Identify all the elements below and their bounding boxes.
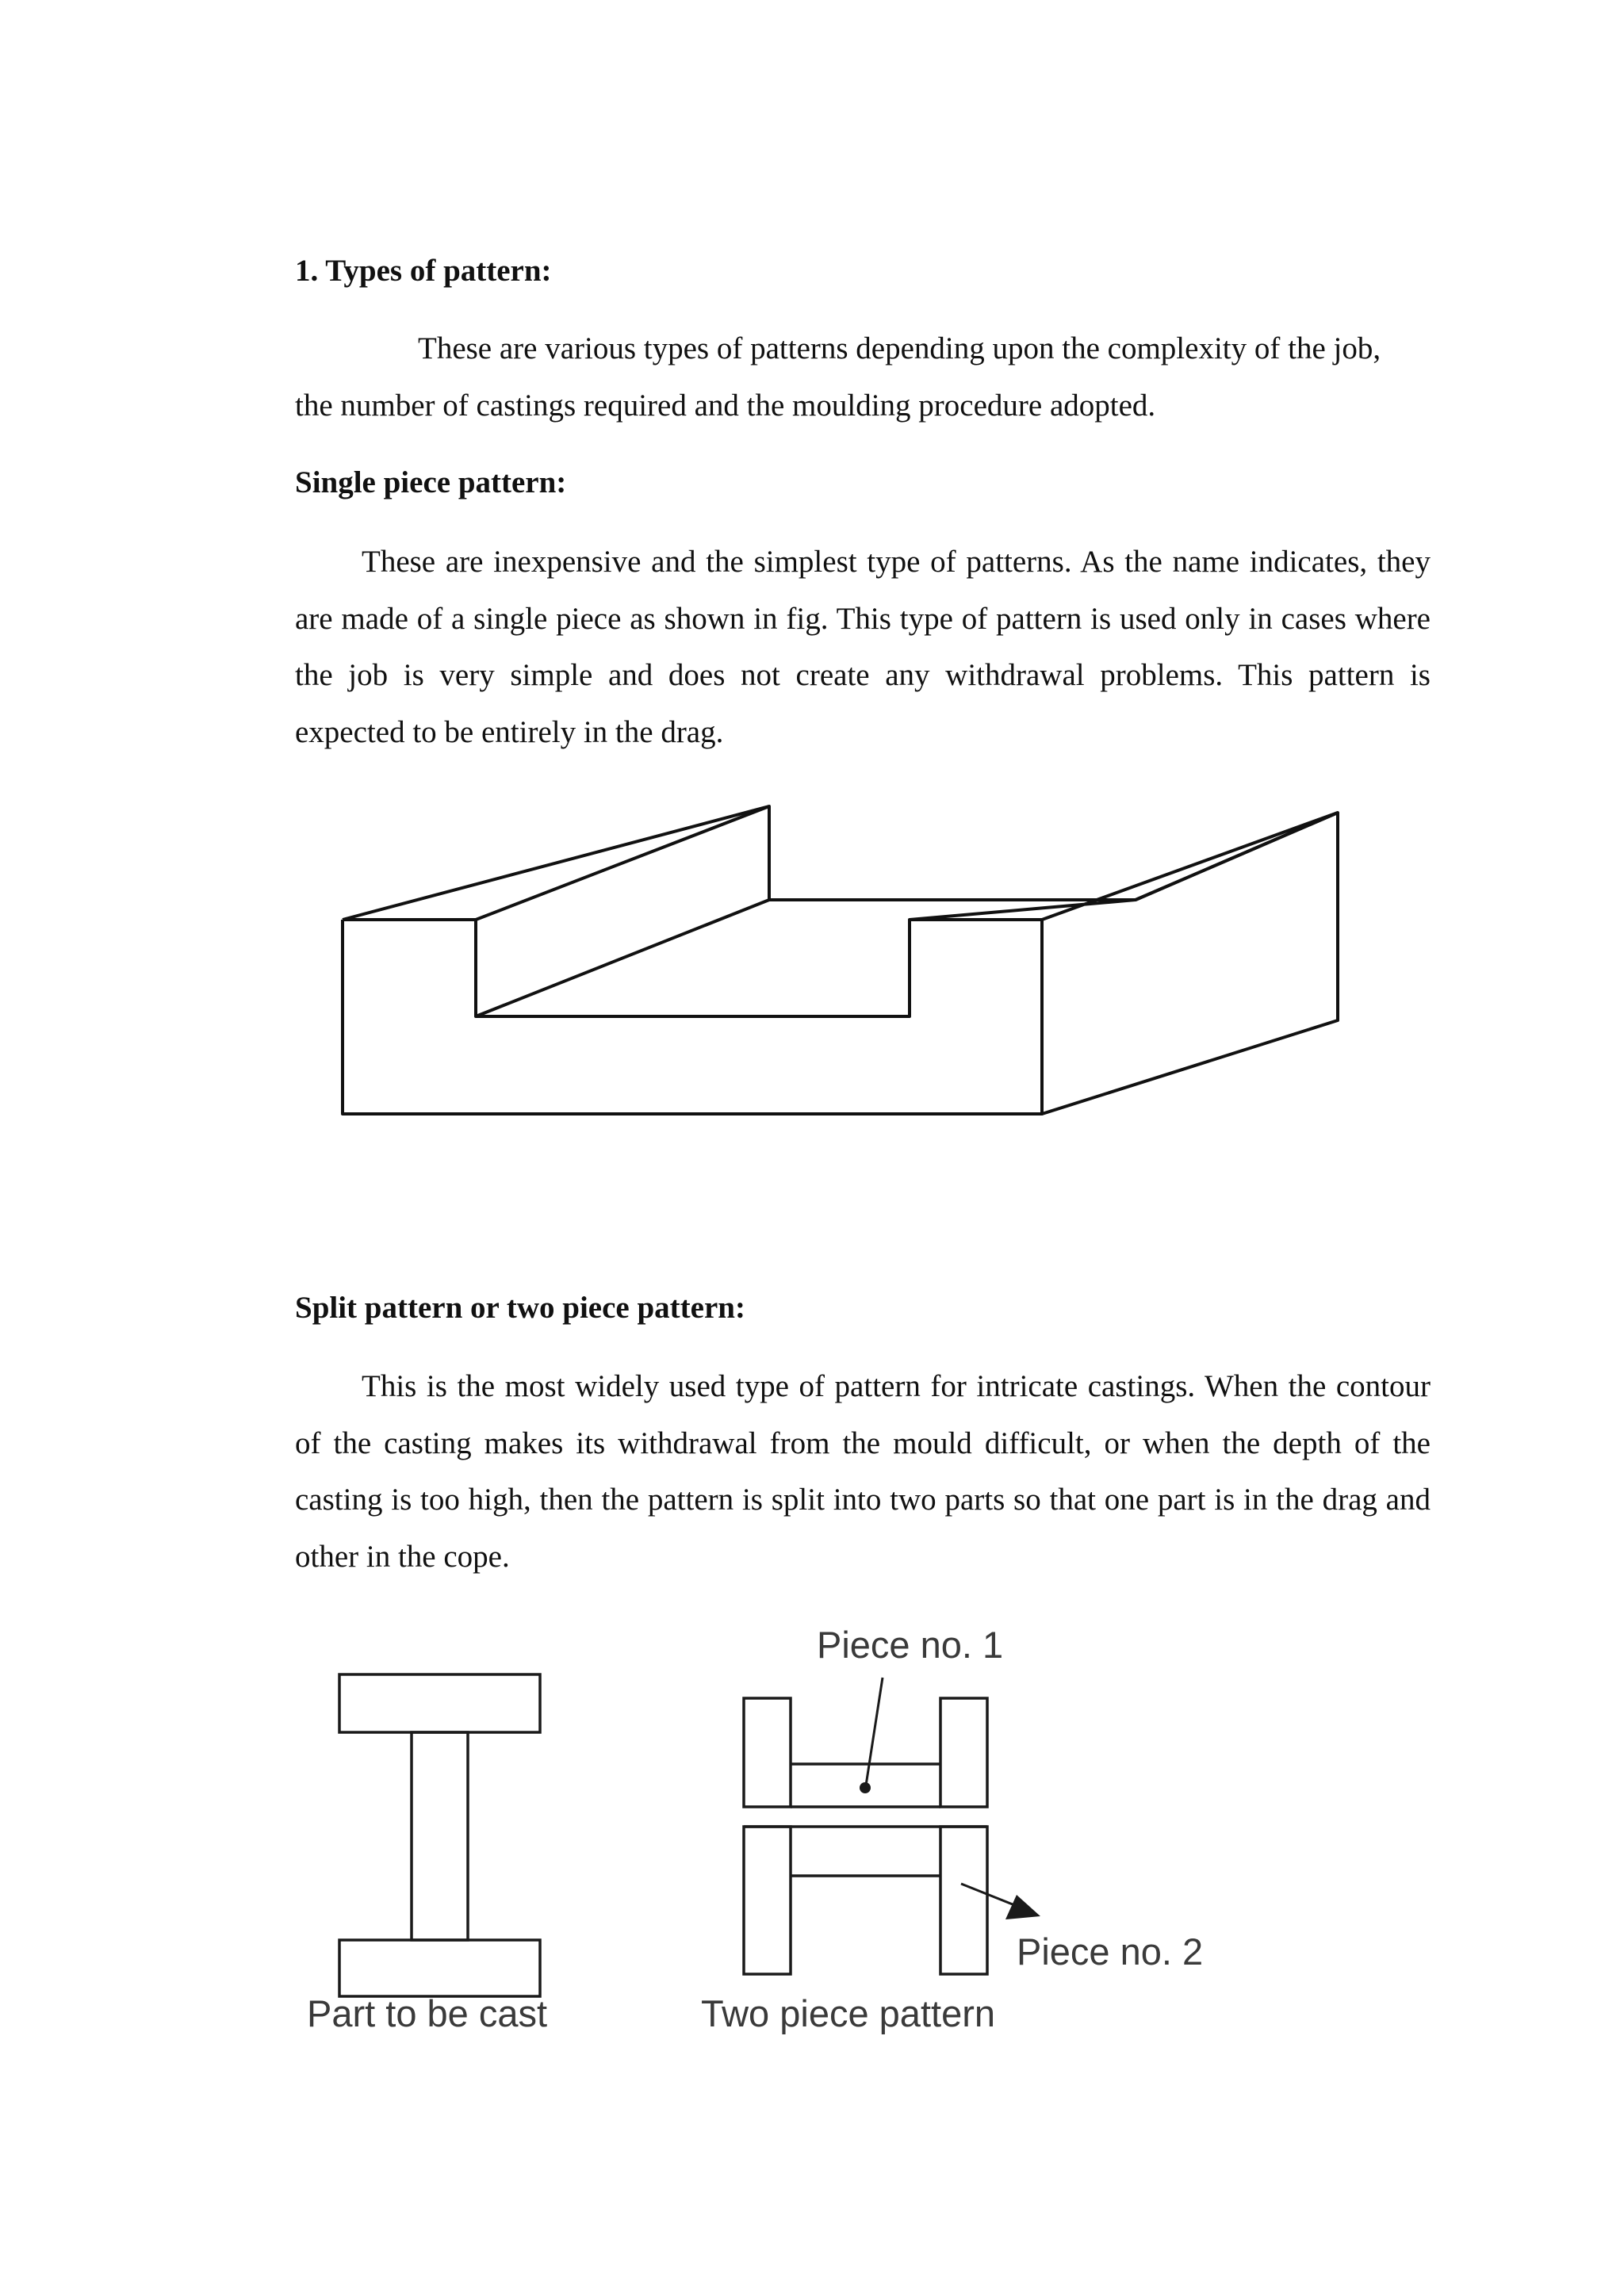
piece-2-right-flange: [940, 1827, 987, 1974]
single-piece-heading: Single piece pattern:: [295, 465, 567, 499]
piece-2-arrowhead: [1005, 1895, 1040, 1919]
piece-2-arrow-line: [961, 1884, 1017, 1906]
piece-1-left-flange: [744, 1698, 791, 1807]
section-heading: 1. Types of pattern:: [295, 254, 552, 288]
piece-1-leader-line: [866, 1678, 883, 1785]
part-to-be-cast-caption: Part to be cast: [307, 1992, 548, 2034]
split-pattern-figure: [293, 1617, 1245, 2045]
split-pattern-drawing: [293, 1617, 1245, 2045]
front-face-outline: [343, 920, 1042, 1114]
left-block-inner-edge: [476, 806, 769, 920]
part-web: [412, 1732, 468, 1940]
right-block-side: [1042, 813, 1338, 1114]
split-pattern-heading: Split pattern or two piece pattern:: [295, 1291, 745, 1325]
part-top-flange: [339, 1674, 540, 1732]
single-piece-pattern-drawing: [333, 797, 1348, 1130]
piece-1-leader-dot: [860, 1782, 871, 1793]
part-bottom-flange: [339, 1940, 540, 1996]
split-pattern-paragraph: This is the most widely used type of pattern for intricate castings. When the contour of the casting makes its withdrawal from the mould difficult, or when the depth of the casting is too high, then the pattern is split into two parts so that one part is in the drag and other in the cope.: [295, 1369, 1431, 1574]
section-intro-paragraph: These are various types of patterns depending upon the complexity of the job, the number of castings required and the moulding procedure adopted.: [295, 331, 1381, 423]
two-piece-pattern-caption: Two piece pattern: [701, 1992, 995, 2034]
left-block-top: [343, 806, 769, 1016]
piece-2-label: Piece no. 2: [1017, 1931, 1204, 1973]
right-block-top: [910, 813, 1338, 920]
part-to-be-cast-shape: [339, 1674, 540, 1996]
piece-1-right-flange: [940, 1698, 987, 1807]
single-piece-pattern-figure: [333, 797, 1348, 1130]
piece-2-shape: [744, 1827, 987, 1974]
right-block-inner-edge: [1136, 813, 1338, 900]
single-piece-paragraph: These are inexpensive and the simplest type of patterns. As the name indicates, they are made of a single piece as shown in fig. This type of pattern is used only in cases where the job is very simple and does not create any withdrawal problems. This pattern is expected to be entirely in the drag.: [295, 545, 1431, 749]
piece-1-label: Piece no. 1: [817, 1624, 1004, 1666]
piece-2-left-flange: [744, 1827, 791, 1974]
